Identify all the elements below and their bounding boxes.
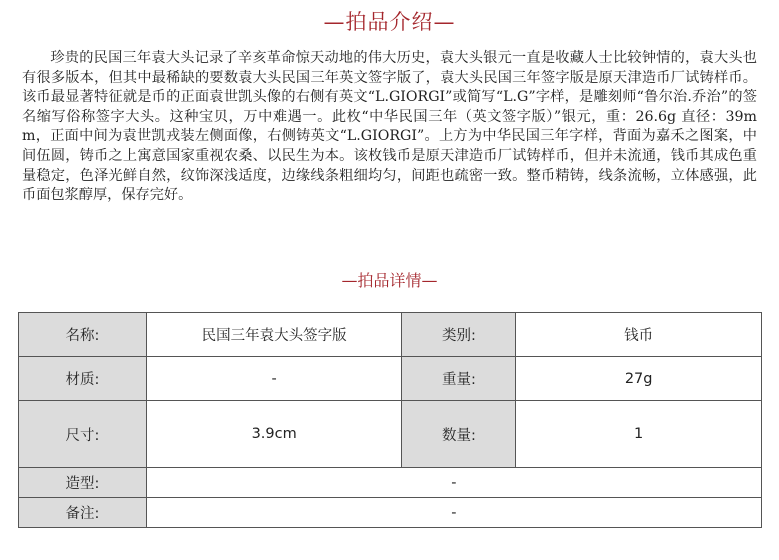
category-value: 钱币	[516, 313, 762, 357]
remark-value: -	[146, 498, 761, 528]
table-row	[19, 468, 762, 498]
shape-label: 造型:	[19, 468, 147, 498]
remark-label: 备注:	[19, 498, 147, 528]
table-row	[19, 357, 762, 401]
details-section-title: —拍品详情—	[341, 271, 438, 290]
intro-section-title: —拍品介绍—	[323, 10, 456, 34]
quantity-label: 数量:	[402, 401, 516, 468]
size-label: 尺寸:	[19, 401, 147, 468]
name-label: 名称:	[19, 313, 147, 357]
shape-value: -	[146, 468, 761, 498]
weight-value: 27g	[516, 357, 762, 401]
name-value: 民国三年袁大头签字版	[146, 313, 402, 357]
category-label: 类别:	[402, 313, 516, 357]
size-value: 3.9cm	[146, 401, 402, 468]
table-row	[19, 498, 762, 528]
quantity-value: 1	[516, 401, 762, 468]
weight-label: 重量:	[402, 357, 516, 401]
table-row	[19, 401, 762, 468]
material-label: 材质:	[19, 357, 147, 401]
intro-paragraph: 珍贵的民国三年袁大头记录了辛亥革命惊天动地的伟大历史，袁大头银元一直是收藏人士比较钟情的，袁大头也有很多版本，但其中最稀缺的要数袁大头民国三年英文签字版了，袁大头民国三年签字版是原天津造币厂试铸样币。该币最显著特征就是币的正面袁世凯头像的右侧有英文“L.GIORGI”或简写“L.G”字样，是雕刻师“鲁尔治.乔治”的签名缩写俗称签字大头。这种宝贝，万中难遇一。此枚“中华民国三年（英文签字版）”银元，重：26.6g 直径：39mm，正面中间为袁世凯戎装左侧面像，右侧铸英文“L.GIORGI”。上方为中华民国三年字样，背面为嘉禾之图案，中间伍圆，铸币之上寓意国家重视农桑、以民生为本。该枚钱币是原天津造币厂试铸样币，但并未流通，钱币其成色重量稳定，色泽光鲜自然，纹饰深浅适度，边缘线条粗细均匀，间距也疏密一致。整币精铸，线条流畅，立体感强，此币面包浆醇厚，保存完好。	[22, 50, 757, 204]
details-table	[18, 312, 762, 528]
material-value: -	[146, 357, 402, 401]
table-row	[19, 313, 762, 357]
